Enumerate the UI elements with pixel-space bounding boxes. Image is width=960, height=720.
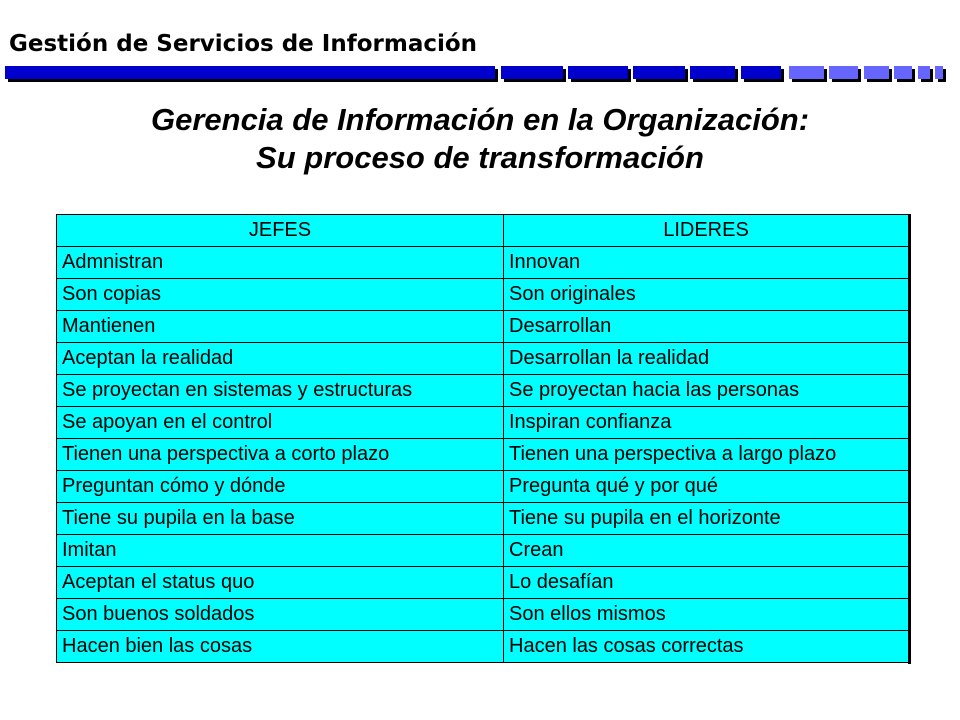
cell-jefes: Aceptan la realidad [57,343,504,375]
table-row [57,503,909,535]
header-bar-segment [690,66,735,79]
table-row [57,599,909,631]
subtitle-line-2: Su proceso de transformación [256,140,704,175]
page-header-title: Gestión de Servicios de Información [9,31,478,57]
header-bar-segment [935,66,943,79]
header-bar-segment [894,66,912,79]
table-row [57,567,909,599]
column-header-lideres: LIDERES [504,215,909,247]
comparison-table-container [56,214,912,662]
table-row [57,631,909,663]
cell-jefes: Tienen una perspectiva a corto plazo [57,439,504,471]
cell-lideres: Desarrollan la realidad [504,343,909,375]
table-row [57,535,909,567]
header-bar-segment [864,66,889,79]
cell-jefes: Preguntan cómo y dónde [57,471,504,503]
table-row [57,439,909,471]
header-bar-segment [741,66,781,79]
cell-jefes: Imitan [57,535,504,567]
table-row [57,471,909,503]
table-row [57,375,909,407]
cell-lideres: Inspiran confianza [504,407,909,439]
header-bar-segment [568,66,628,79]
cell-lideres: Se proyectan hacia las personas [504,375,909,407]
cell-lideres: Son originales [504,279,909,311]
header-bar-segment [829,66,858,79]
cell-jefes: Aceptan el status quo [57,567,504,599]
cell-jefes: Admnistran [57,247,504,279]
cell-jefes: Son buenos soldados [57,599,504,631]
cell-lideres: Pregunta qué y por qué [504,471,909,503]
comparison-table [56,214,909,663]
cell-jefes: Son copias [57,279,504,311]
subtitle-line-1: Gerencia de Información en la Organización: [150,102,810,137]
cell-lideres: Innovan [504,247,909,279]
cell-lideres: Tiene su pupila en el horizonte [504,503,909,535]
table-header-row [57,215,909,247]
cell-jefes: Se apoyan en el control [57,407,504,439]
slide-subtitle [0,101,960,177]
table-row [57,247,909,279]
cell-jefes: Tiene su pupila en la base [57,503,504,535]
cell-jefes: Mantienen [57,311,504,343]
header-decorative-bars [0,0,960,100]
header-bar-segment [918,66,930,79]
column-header-jefes: JEFES [57,215,504,247]
header-bar-segment [789,66,824,79]
cell-lideres: Son ellos mismos [504,599,909,631]
cell-jefes: Se proyectan en sistemas y estructuras [57,375,504,407]
cell-jefes: Hacen bien las cosas [57,631,504,663]
table-row [57,343,909,375]
header-bar-segment [5,66,495,79]
table-row [57,407,909,439]
table-row [57,279,909,311]
header-bar-segment [633,66,685,79]
header-bar-segment [501,66,563,79]
cell-lideres: Hacen las cosas correctas [504,631,909,663]
cell-lideres: Desarrollan [504,311,909,343]
cell-lideres: Lo desafían [504,567,909,599]
cell-lideres: Crean [504,535,909,567]
cell-lideres: Tienen una perspectiva a largo plazo [504,439,909,471]
table-row [57,311,909,343]
